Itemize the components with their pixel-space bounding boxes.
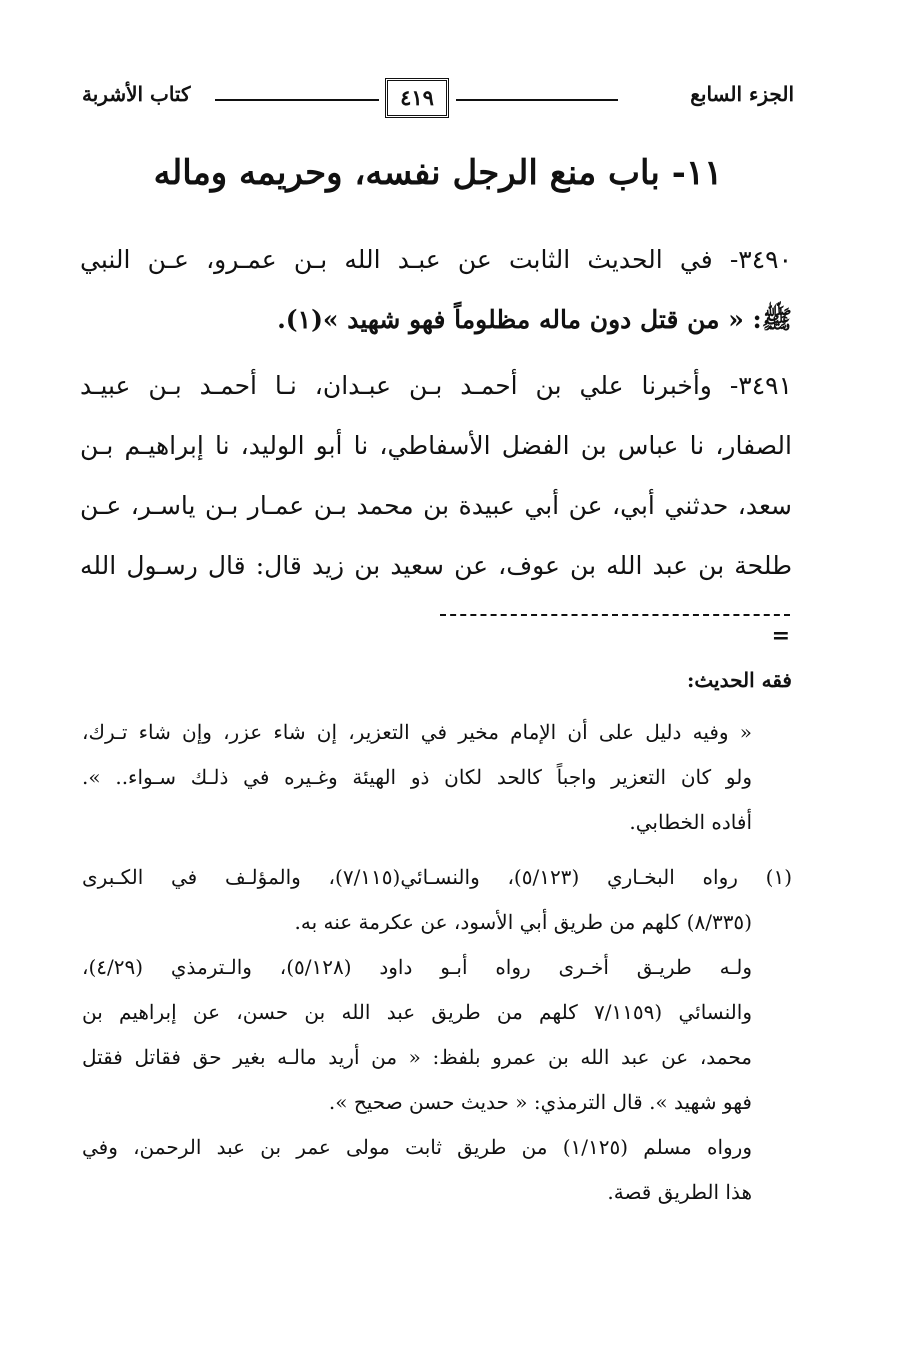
notes-section <box>82 660 792 1215</box>
hadith-3491-line: الصفار، نا عباس بن الفضل الأسفاطي، نا أبو الوليد، نا إبراهيـم بـن <box>80 431 792 460</box>
fiqh-line: « وفيه دليل على أن الإمام مخير في التعزير، إن شاء عزر، وإن شاء تـرك، <box>82 720 752 744</box>
fiqh-line: أفاده الخطابي. <box>629 810 752 834</box>
hadith-3490-line: ٣٤٩٠- في الحديث الثابت عن عبـد الله بـن عمـرو، عـن النبي <box>80 245 792 274</box>
footnote-para-line: هذا الطريق قصة. <box>607 1180 752 1204</box>
hadith-3490-line: ﷺ: « من قتل دون ماله مظلوماً فهو شهيد »(١). <box>277 305 792 334</box>
note-gap <box>82 700 792 710</box>
footnote-para-line: فهو شهيد ». قال الترمذي: « حديث حسن صحيح ». <box>328 1090 752 1114</box>
footnote-para-line: ورواه مسلم (١/١٢٥) من طريق ثابت مولى عمر بن عبد الرحمن، وفي <box>82 1135 752 1159</box>
chapter-title: ١١- باب منع الرجل نفسه، وحريمه وماله <box>153 153 723 193</box>
footnote-para-line: محمد، عن عبد الله بن عمرو بلفظ: « من أريد مالـه بغير حق فقاتل فقتل <box>82 1045 752 1069</box>
book-label: كتاب الأشربة <box>82 82 191 106</box>
running-header <box>82 78 794 122</box>
note-gap <box>82 845 792 855</box>
continuation-mark: = <box>771 623 790 649</box>
footnote-1-line: (٨/٣٣٥) كلهم من طريق أبي الأسود، عن عكرمة عنه به. <box>294 910 752 934</box>
footnote-para-line: والنسائي (٧/١١٥٩ كلهم من طريق عبد الله بن حسن، عن إبراهيم بن <box>82 1000 752 1024</box>
fiqh-heading: فقه الحديث: <box>686 668 792 692</box>
header-rule-right <box>456 99 618 101</box>
header-rule-left <box>215 99 379 101</box>
hadith-3491-line: سعد، حدثني أبي، عن أبي عبيدة بن محمد بـن عمـار بـن ياسـر، عـن <box>80 491 792 520</box>
volume-label: الجزء السابع <box>690 82 794 106</box>
main-text <box>80 230 792 596</box>
fiqh-line: ولو كان التعزير واجباً كالحد لكان ذو الهيئة وغـيره في ذلـك سـواء.. ». <box>82 765 752 789</box>
footnote-separator <box>440 614 790 616</box>
hadith-3491-line: ٣٤٩١- وأخبرنا علي بن أحمـد بـن عبـدان، نـا أحمـد بـن عبيـد <box>80 371 792 400</box>
footnote-para-line: ولـه طريـق أخـرى رواه أبـو داود (٥/١٢٨)، والـترمذي (٤/٢٩)، <box>82 955 752 979</box>
page-number: ٤١٩ <box>385 78 449 118</box>
hadith-3491-line: طلحة بن عبد الله بن عوف، عن سعيد بن زيد قال: قال رسـول الله <box>80 551 792 580</box>
footnote-1-line: (١) رواه البخـاري (٥/١٢٣)، والنسـائي(٧/١١٥)، والمؤلـف في الكـبرى <box>82 865 792 889</box>
